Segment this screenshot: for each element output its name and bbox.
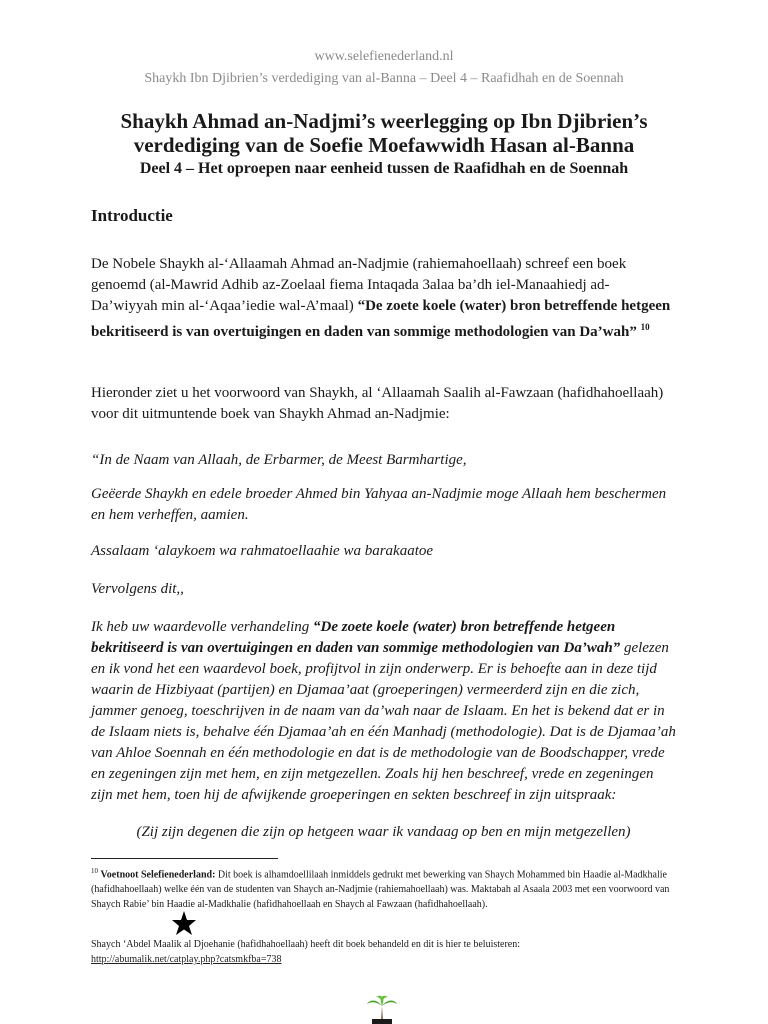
header-site: www.selefienederland.nl bbox=[314, 49, 454, 64]
footnote-ref: 10 bbox=[640, 322, 650, 332]
document-subtitle: Deel 4 – Het oproepen naar eenheid tussen de Raafidhah en de Soennah bbox=[139, 160, 629, 177]
footnote-audio-text: Shaych ‘Abdel Maalik al Djoehanie (hafidhahoellaah) heeft dit boek behandeld en dit is hier te beluisteren: bbox=[91, 939, 521, 950]
star-icon bbox=[171, 910, 197, 936]
palm-tree-logo-icon bbox=[364, 994, 400, 1024]
hadith-quote: (Zij zijn degenen die zijn op hetgeen waar ik vandaag op ben en mijn metgezellen) bbox=[136, 824, 631, 840]
title-line-2: verdediging van de Soefie Moefawwidh Hasan al-Banna bbox=[133, 133, 635, 157]
quote-greeting: Geëerde Shaykh en edele broeder Ahmed bin Yahyaa an-Nadjmie moge Allaah hem beschermen en hem verheffen, aamien. bbox=[91, 486, 667, 523]
intro-book-title: “De zoete koele (water) bron betreffende hetgeen bekritiseerd is van overtuigingen en daden van sommige methodologien van Da’wah” bbox=[91, 298, 671, 340]
footnote-divider bbox=[91, 858, 278, 859]
footnote-number: 10 bbox=[91, 867, 98, 875]
quote-main-intro: Ik heb uw waardevolle verhandeling bbox=[91, 619, 314, 635]
quote-main-paragraph bbox=[91, 617, 676, 806]
quote-vervolgens: Vervolgens dit,, bbox=[91, 581, 184, 597]
intro-paragraph bbox=[91, 254, 676, 343]
audio-link[interactable]: http://abumalik.net/catplay.php?catsmkfba=738 bbox=[91, 954, 282, 965]
footnote-label: Voetnoot Selefienederland: bbox=[100, 869, 216, 881]
quote-salaam: Assalaam ‘alaykoem wa rahmatoellaahie wa barakaatoe bbox=[91, 543, 434, 559]
intro-text: De Nobele Shaykh al-‘Allaamah Ahmad an-Nadjmie (rahiemahoellaah) schreef een boek genoemd (al-Mawrid Adhib az-Zoelaal fiema Intaqada 3alaa ba’dh iel-Manaahiedj ad-Da’wiyyah min al-‘Aqaa’iedie wal-A’maal) bbox=[91, 256, 627, 314]
header-subtitle: Shaykh Ibn Djibrien’s verdediging van al-Banna – Deel 4 – Raafidhah en de Soennah bbox=[144, 71, 624, 86]
foreword-intro-paragraph: Hieronder ziet u het voorwoord van Shaykh, al ‘Allaamah Saalih al-Fawzaan (hafidhahoellaah) voor dit uitmuntende boek van Shaykh Ahmad an-Nadjmie: bbox=[91, 385, 664, 422]
footnote-audio bbox=[91, 937, 676, 967]
footnote-10 bbox=[91, 864, 676, 912]
section-heading: Introductie bbox=[91, 206, 173, 225]
footnote-text: Dit boek is alhamdoellilaah inmiddels gedrukt met bewerking van Shaych Mohammed bin Haadie al-Madkhalie (hafidhahoellaah) welke één van de studenten van Shaych an-Nadjmie (rahiemahoellaah) was. Maktabah al Asaala 2003 met een voorwoord van Shaych Rabie’ bin Haadie al-Madkhalie (hafidhahoellaah en Shaych al Fawzaan (hafidhahoellaah). bbox=[91, 869, 670, 911]
quote-bismillah: “In de Naam van Allaah, de Erbarmer, de Meest Barmhartige, bbox=[91, 452, 467, 468]
quote-main-rest: gelezen en ik vond het een waardevol boek, profijtvol in zijn onderwerp. Er is behoefte aan in deze tijd waarin de Hizbiyaat (partijen) en Djamaa’aat (groeperingen) vermeerderd zijn en die zich, jammer genoeg, toeschrijven in de naam van da’wah naar de Islaam. En het is bekend dat er in de Islaam niets is, behalve één Djamaa’ah en één Manhadj (methodologie). Dat is de Djamaa’ah van Ahloe Soennah en één methodologie en dat is de methodologie van de Boodschapper, vrede en zegeningen zijn met hem, en zijn metgezellen. Zoals hij hen beschreef, vrede en zegeningen zijn met hem, toen hij de afwijkende groeperingen en sekten beschreef in zijn uitspraak: bbox=[91, 640, 676, 803]
quote-main-book-title: “De zoete koele (water) bron betreffende hetgeen bekritiseerd is van overtuigingen en daden van sommige methodologien van Da’wah” bbox=[91, 619, 621, 656]
title-line-1: Shaykh Ahmad an-Nadjmi’s weerlegging op Ibn Djibrien’s bbox=[120, 109, 648, 133]
document-title bbox=[60, 109, 708, 157]
